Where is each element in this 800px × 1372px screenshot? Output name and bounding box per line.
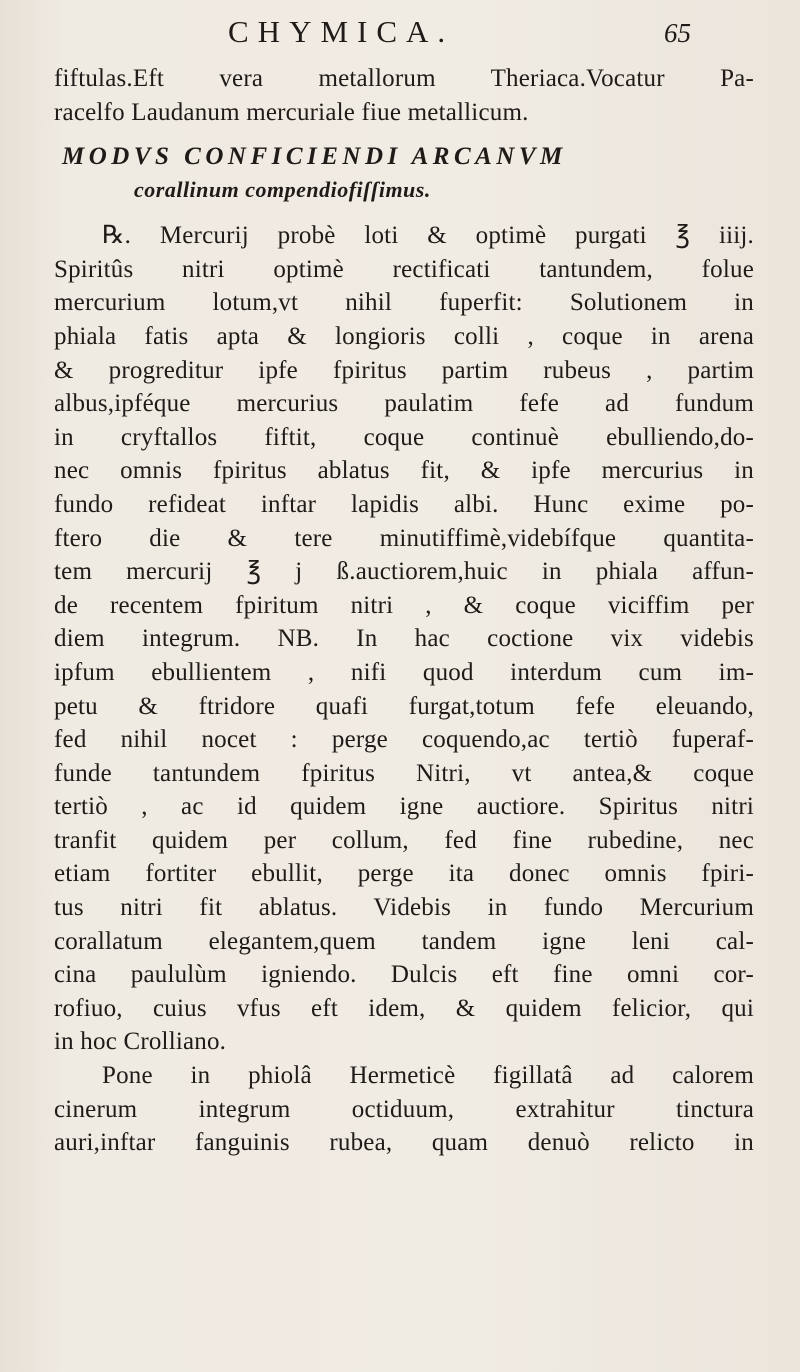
text-line: funde tantundem fpiritus Nitri, vt antea,& coque [54, 759, 754, 787]
text-line: rofiuo, cuius vfus eft idem, & quidem felicior, qui [54, 994, 754, 1022]
paragraph-intro [54, 62, 754, 129]
paragraph-recipe [54, 219, 754, 1059]
text-line: fiftulas.Eft vera metallorum Theriaca.Vocatur Pa- [54, 65, 754, 92]
text-line: phiala fatis apta & longioris colli , coque in arena [54, 322, 754, 350]
text-line: tranfit quidem per collum, fed fine rubedine, nec [54, 826, 754, 854]
text-line: cinerum integrum octiduum, extrahitur tinctura [54, 1095, 754, 1123]
text-line: petu & ftridore quafi furgat,totum fefe eleuando, [54, 692, 754, 720]
text-line: cina paululùm igniendo. Dulcis eft fine omni cor- [54, 961, 754, 989]
text-line: ℞. Mercurij probè loti & optimè purgati ℥ iiij. [102, 222, 754, 250]
heading-title: MODVS CONFICIENDI ARCANVM [62, 143, 567, 171]
page-header [0, 14, 800, 54]
text-line: diem integrum. NB. In hac coctione vix videbis [54, 625, 754, 653]
text-line: tus nitri fit ablatus. Videbis in fundo Mercurium [54, 894, 754, 922]
text-line: fundo refideat inftar lapidis albi. Hunc exime po- [54, 490, 754, 518]
text-line: nec omnis fpiritus ablatus fit, & ipfe mercurius in [54, 457, 754, 485]
text-line: mercurium lotum,vt nihil fuperfit: Solutionem in [54, 289, 754, 317]
heading-subtitle: corallinum compendiofiſſimus. [134, 177, 431, 203]
section-heading [54, 139, 754, 205]
running-head: CHYMICA. [228, 14, 455, 49]
paragraph-final [54, 1059, 754, 1160]
text-line: auri,inftar fanguinis rubea, quam denuò relicto in [54, 1129, 754, 1157]
text-line: tem mercurij ℥ j ß.auctiorem,huic in phiala affun- [54, 558, 754, 586]
text-line: tertiò , ac id quidem igne auctiore. Spiritus nitri [54, 793, 754, 821]
text-line: ftero die & tere minutiffimè,videbífque quantita- [54, 524, 754, 552]
text-block [54, 62, 754, 1160]
text-line: etiam fortiter ebullit, perge ita donec omnis fpiri- [54, 860, 754, 888]
text-line: corallatum elegantem,quem tandem igne leni cal- [54, 927, 754, 955]
text-line: albus,ipféque mercurius paulatim fefe ad fundum [54, 390, 754, 418]
text-line: Spiritûs nitri optimè rectificati tantundem, folue [54, 255, 754, 283]
text-line: & progreditur ipfe fpiritus partim rubeus , partim [54, 356, 754, 384]
text-line: in cryftallos fiftit, coque continuè ebulliendo,do- [54, 423, 754, 451]
text-line: in hoc Crolliano. [54, 1028, 227, 1056]
text-line: fed nihil nocet : perge coquendo,ac tertiò fuperaf- [54, 726, 754, 754]
text-line: ipfum ebullientem , nifi quod interdum cum im- [54, 658, 754, 686]
text-line: de recentem fpiritum nitri , & coque viciffim per [54, 591, 754, 619]
page-number: 65 [664, 18, 691, 48]
text-line: racelfo Laudanum mercuriale fiue metallicum. [54, 98, 529, 126]
text-line: Pone in phiolâ Hermeticè figillatâ ad calorem [102, 1062, 754, 1090]
